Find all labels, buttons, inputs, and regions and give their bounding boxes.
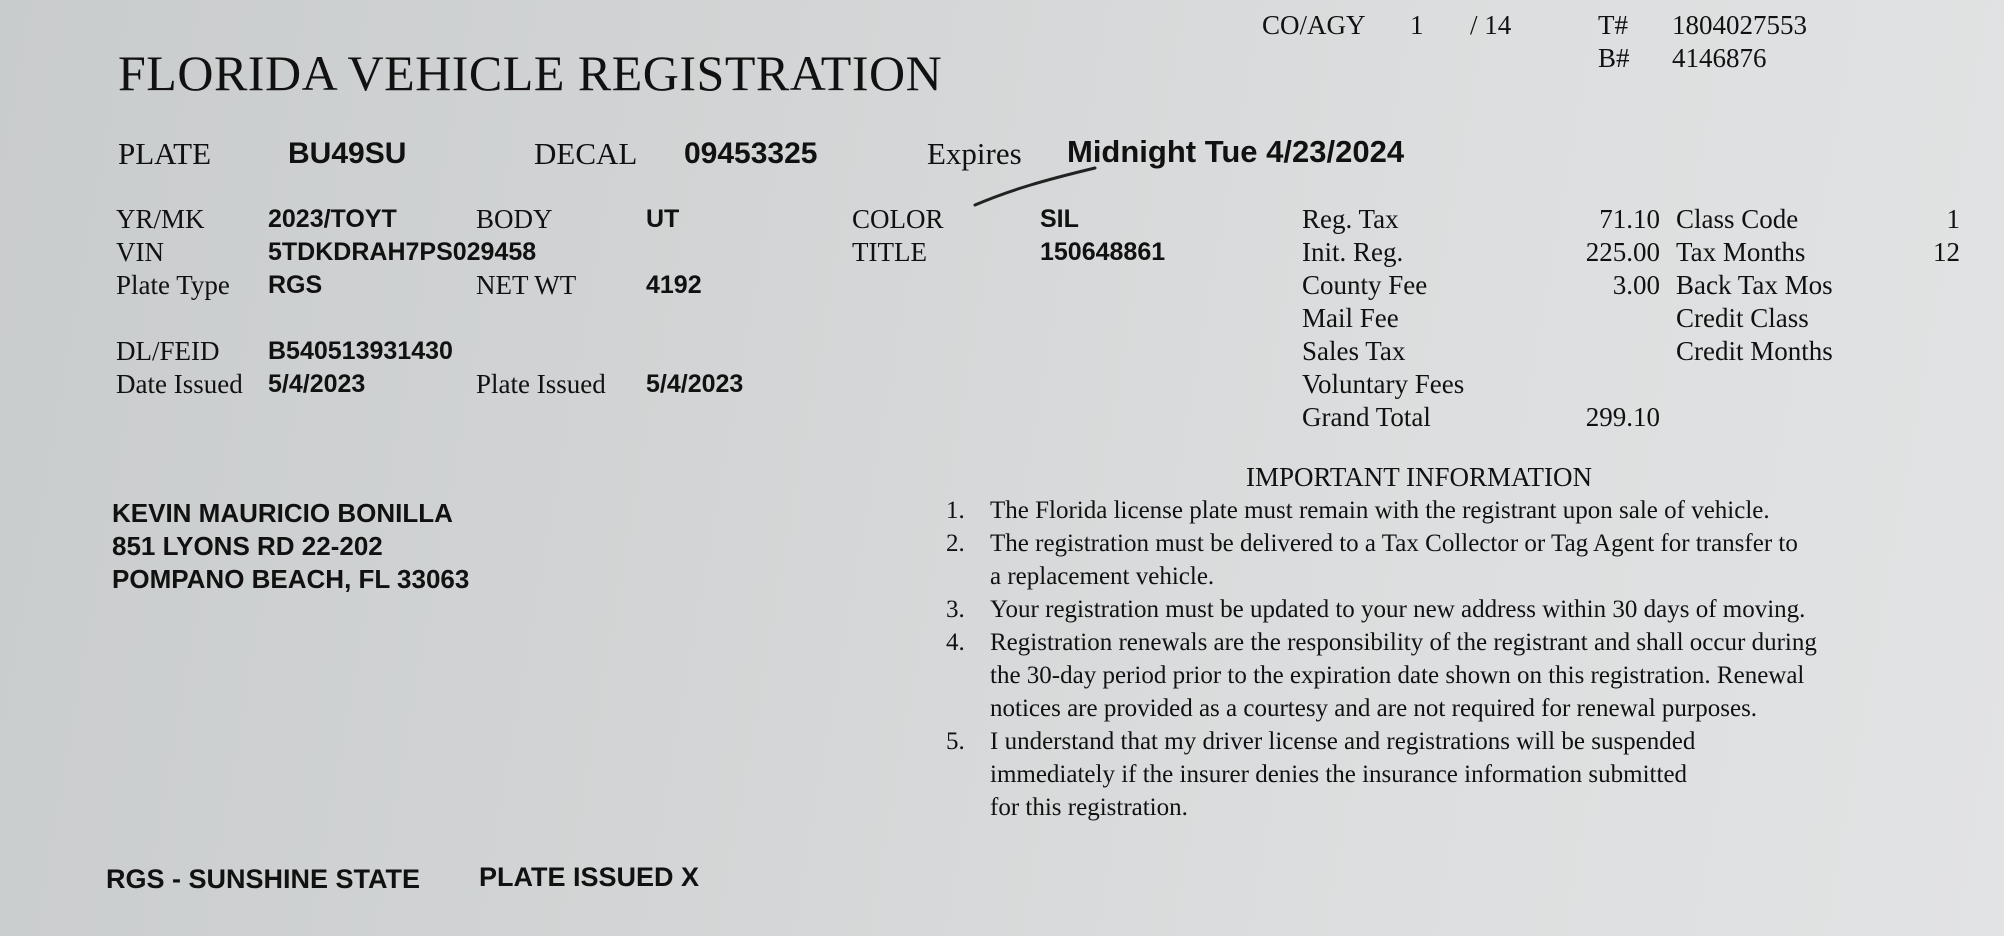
info-item-line: I understand that my driver license and registrations will be suspended: [990, 728, 1696, 755]
class-code-label: Class Code: [1676, 204, 1799, 234]
date-issued-value: 5/4/2023: [268, 370, 366, 398]
info-item-number: 1.: [946, 497, 965, 524]
plate-issued-value: 5/4/2023: [646, 370, 744, 398]
coagy-label: CO/AGY: [1262, 10, 1366, 40]
voluntary-fees-label: Voluntary Fees: [1302, 369, 1465, 399]
class-code-value: 1: [1946, 204, 1960, 234]
t-number-label: T#: [1598, 10, 1628, 40]
date-issued-label: Date Issued: [116, 369, 243, 399]
owner-name: KEVIN MAURICIO BONILLA: [112, 498, 453, 528]
reg-tax-label: Reg. Tax: [1302, 204, 1399, 234]
info-item-number: 2.: [946, 530, 965, 557]
document-title: FLORIDA VEHICLE REGISTRATION: [118, 45, 943, 101]
vin-label: VIN: [116, 237, 164, 267]
color-value: SIL: [1040, 205, 1079, 233]
title-label: TITLE: [852, 237, 927, 267]
grand-total-value: 299.10: [1585, 402, 1660, 432]
credit-months-label: Credit Months: [1676, 336, 1833, 366]
coagy-county: 1: [1410, 10, 1424, 40]
dl-feid-value: B540513931430: [268, 337, 453, 365]
plate-type-label: Plate Type: [116, 270, 230, 300]
county-fee-value: 3.00: [1612, 270, 1660, 300]
plate-issued-flag: PLATE ISSUED X: [479, 862, 700, 892]
county-fee-label: County Fee: [1302, 270, 1428, 300]
expires-label: Expires: [927, 136, 1022, 171]
back-tax-mos-label: Back Tax Mos: [1676, 270, 1833, 300]
info-item-line: Registration renewals are the responsibility of the registrant and shall occur during: [990, 629, 1817, 656]
plate-value: BU49SU: [288, 137, 407, 170]
info-item-line: a replacement vehicle.: [990, 563, 1215, 590]
plate-description: RGS - SUNSHINE STATE: [106, 864, 421, 894]
decal-label: DECAL: [534, 136, 638, 171]
tax-months-label: Tax Months: [1676, 237, 1806, 267]
info-item-number: 4.: [946, 629, 965, 656]
vin-value: 5TDKDRAH7PS029458: [268, 238, 537, 266]
init-reg-value: 225.00: [1585, 237, 1660, 267]
reg-tax-value: 71.10: [1599, 204, 1660, 234]
info-item-line: notices are provided as a courtesy and are not required for renewal purposes.: [990, 695, 1758, 722]
color-label: COLOR: [852, 204, 944, 234]
owner-street: 851 LYONS RD 22-202: [112, 531, 383, 561]
info-item-number: 5.: [946, 728, 965, 755]
info-item-number: 3.: [946, 596, 965, 623]
yrmk-label: YR/MK: [116, 204, 205, 234]
t-number-value: 1804027553: [1672, 10, 1807, 40]
grand-total-label: Grand Total: [1302, 402, 1431, 432]
credit-class-label: Credit Class: [1676, 303, 1809, 333]
body-label: BODY: [476, 204, 553, 234]
coagy-agency: / 14: [1470, 10, 1512, 40]
owner-city: POMPANO BEACH, FL 33063: [112, 564, 470, 594]
net-wt-value: 4192: [646, 271, 702, 299]
b-number-value: 4146876: [1672, 43, 1767, 73]
mail-fee-label: Mail Fee: [1302, 303, 1399, 333]
net-wt-label: NET WT: [476, 270, 577, 300]
expires-value: Midnight Tue 4/23/2024: [1067, 134, 1405, 169]
yrmk-value: 2023/TOYT: [268, 205, 397, 233]
plate-label: PLATE: [118, 136, 211, 171]
dl-feid-label: DL/FEID: [116, 336, 220, 366]
info-item-line: for this registration.: [990, 794, 1188, 821]
b-number-label: B#: [1598, 43, 1630, 73]
info-item-line: immediately if the insurer denies the insurance information submitted: [990, 761, 1688, 788]
body-value: UT: [646, 205, 680, 233]
sales-tax-label: Sales Tax: [1302, 336, 1406, 366]
title-value: 150648861: [1040, 238, 1166, 266]
info-item-line: The registration must be delivered to a Tax Collector or Tag Agent for transfer to: [990, 530, 1798, 557]
info-item-line: The Florida license plate must remain with the registrant upon sale of vehicle.: [990, 497, 1770, 524]
init-reg-label: Init. Reg.: [1302, 237, 1404, 267]
plate-type-value: RGS: [268, 271, 323, 299]
tax-months-value: 12: [1933, 237, 1960, 267]
decal-value: 09453325: [684, 137, 818, 170]
info-item-line: Your registration must be updated to your new address within 30 days of moving.: [990, 596, 1806, 623]
important-heading: IMPORTANT INFORMATION: [1246, 462, 1592, 492]
info-item-line: the 30-day period prior to the expiration date shown on this registration. Renewal: [990, 662, 1805, 689]
plate-issued-label: Plate Issued: [476, 369, 606, 399]
